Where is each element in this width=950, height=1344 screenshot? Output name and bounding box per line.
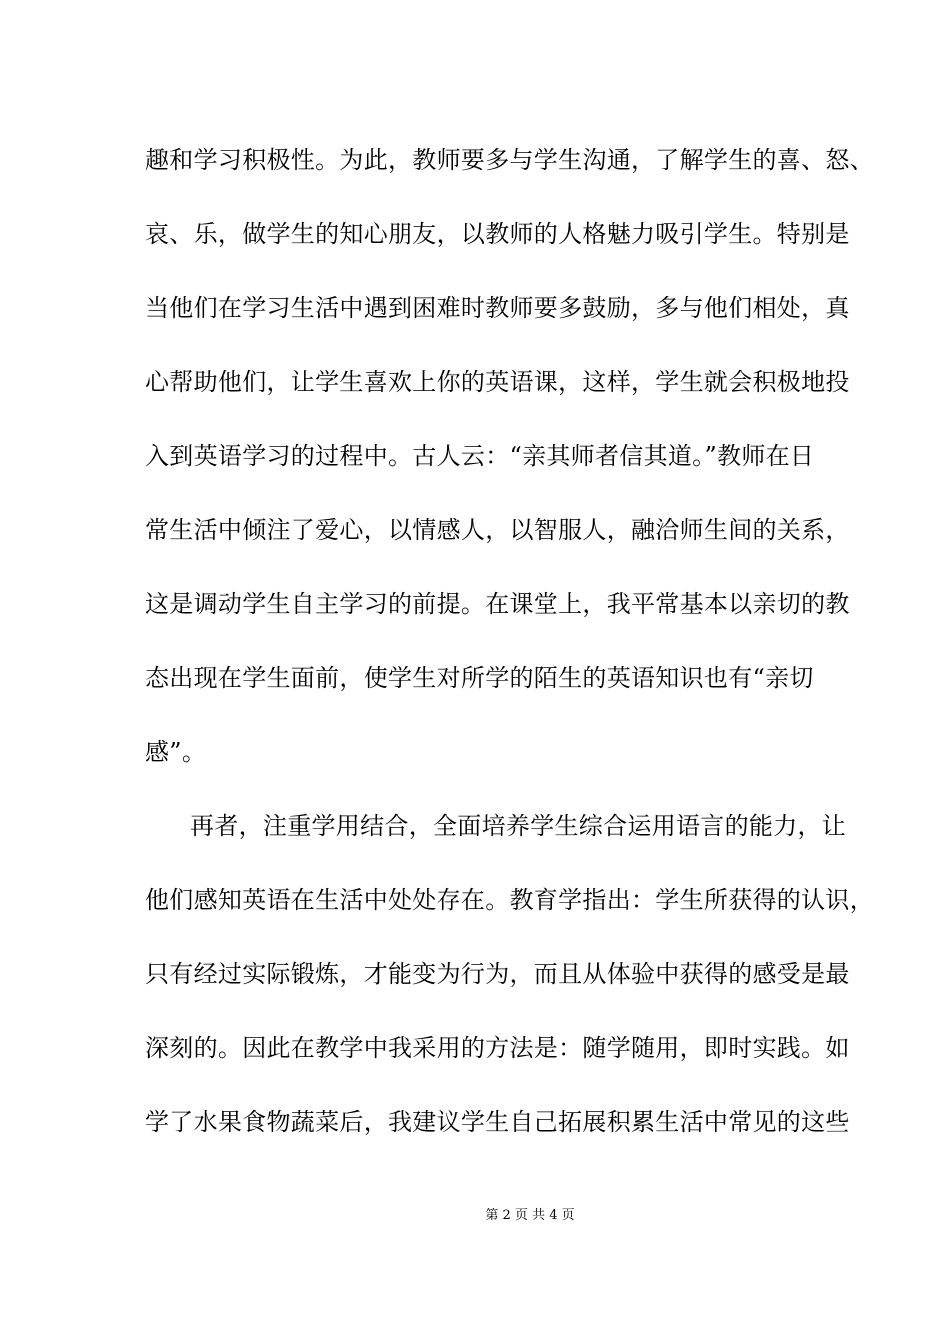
text-line: 只有经过实际锻炼，才能变为行为，而且从体验中获得的感受是最	[145, 960, 850, 988]
text-line: 常生活中倾注了爱心，以情感人，以智服人，融洽师生间的关系，	[145, 516, 850, 544]
text-line: 这是调动学生自主学习的前提。在课堂上，我平常基本以亲切的教	[145, 590, 850, 618]
text-line: 当他们在学习生活中遇到困难时教师要多鼓励，多与他们相处，真	[145, 294, 850, 322]
text-line: 入到英语学习的过程中。古人云：“亲其师者信其道。”教师在日	[145, 442, 815, 470]
page-number: 第 2 页 共 4 页	[485, 1208, 575, 1223]
text-line: 学了水果食物蔬菜后，我建议学生自己拓展积累生活中常见的这些	[145, 1108, 850, 1136]
text-line: 哀、乐，做学生的知心朋友，以教师的人格魅力吸引学生。特别是	[145, 220, 850, 248]
paragraph-first-line: 再者，注重学用结合，全面培养学生综合运用语言的能力，让	[190, 812, 847, 840]
text-line: 他们感知英语在生活中处处存在。教育学指出：学生所获得的认识，	[145, 886, 874, 914]
text-line: 深刻的。因此在教学中我采用的方法是：随学随用，即时实践。如	[145, 1034, 850, 1062]
text-line: 趣和学习积极性。为此，教师要多与学生沟通，了解学生的喜、怒、	[145, 146, 874, 174]
page-footer	[0, 1207, 950, 1225]
text-line: 心帮助他们，让学生喜欢上你的英语课，这样，学生就会积极地投	[145, 368, 850, 396]
text-line: 感”。	[145, 738, 207, 766]
text-line: 态出现在学生面前，使学生对所学的陌生的英语知识也有“亲切	[145, 664, 814, 692]
